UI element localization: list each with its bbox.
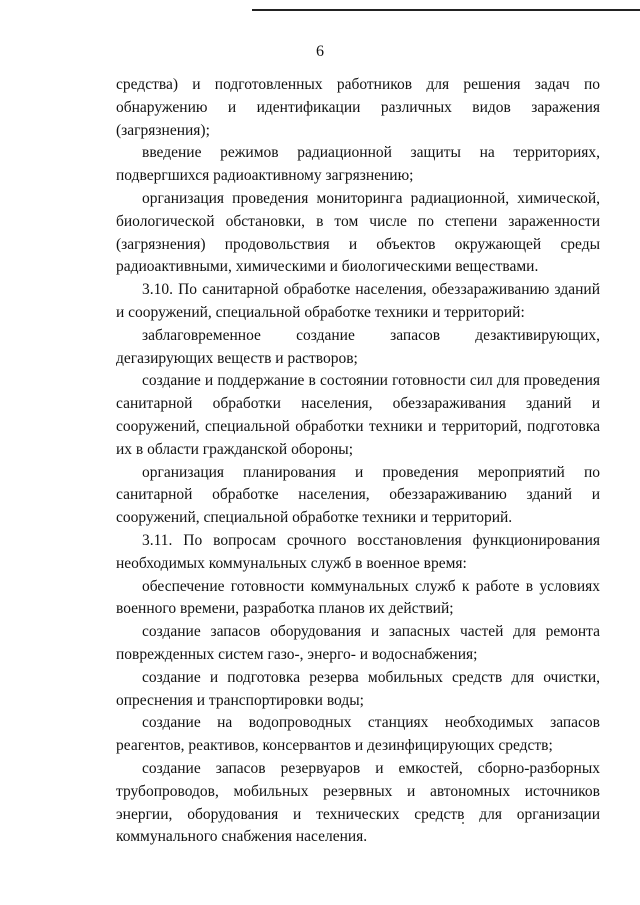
paragraph-equipment-stock: создание запасов оборудования и запасных частей для ремонта поврежденных систем газо-, энерго- и водоснабжения; xyxy=(116,623,600,663)
paragraph-decontamination-stock: заблаговременное создание запасов дезактивирующих, дегазирующих веществ и растворов; xyxy=(116,326,600,367)
paragraph-reagent-stock: создание на водопроводных станциях необходимых запасов реагентов, реактивов, консервантов и дезинфицирующих средств; xyxy=(116,714,600,755)
paragraph-monitoring: организация проведения мониторинга радиационной, химической, биологической обстановки, в том числе по степени зараженности (загрязнения) продовольствия и объектов окружающей среды радиоактивными, химическими и биологическими веществами. xyxy=(116,189,600,276)
top-rule xyxy=(252,9,640,11)
paragraph-readiness-forces: создание и поддержание в состоянии готовности сил для проведения санитарной обработки населения, обеззараживания зданий и сооружений, специальной обработки техники и территорий, подготовка их в области гражданской обороны; xyxy=(116,372,600,458)
paragraph-radiation-protection: введение режимов радиационной защиты на территориях, подвергшихся радиоактивному загрязнению; xyxy=(116,144,600,185)
paragraph-continuation: средства) и подготовленных работников для решения задач по обнаружению и идентификации различных видов заражения (загрязнения); xyxy=(116,76,600,139)
page-number: 6 xyxy=(316,43,324,60)
scan-speck xyxy=(462,822,464,824)
section-3-10-heading: 3.10. По санитарной обработке населения, обеззараживанию зданий и сооружений, специальной обработке техники и территорий: xyxy=(116,281,600,321)
paragraph-planning-treatment: организация планирования и проведения мероприятий по санитарной обработке населения, обеззараживанию зданий и сооружений, специальной обработке техники и территорий. xyxy=(116,463,600,527)
paragraph-reservoir-stock: создание запасов резервуаров и емкостей, сборно-разборных трубопроводов, мобильных резервных и автономных источников энергии, оборудования и технических средств для организации коммунального снабжения населения. xyxy=(116,759,600,846)
paragraph-mobile-water-reserve: создание и подготовка резерва мобильных средств для очистки, опреснения и транспортировки воды; xyxy=(116,668,600,709)
paragraph-utility-readiness: обеспечение готовности коммунальных служб к работе в условиях военного времени, разработка планов их действий; xyxy=(116,577,600,618)
document-body xyxy=(116,74,600,849)
section-3-11-heading: 3.11. По вопросам срочного восстановления функционирования необходимых коммунальных служб в военное время: xyxy=(116,531,600,572)
